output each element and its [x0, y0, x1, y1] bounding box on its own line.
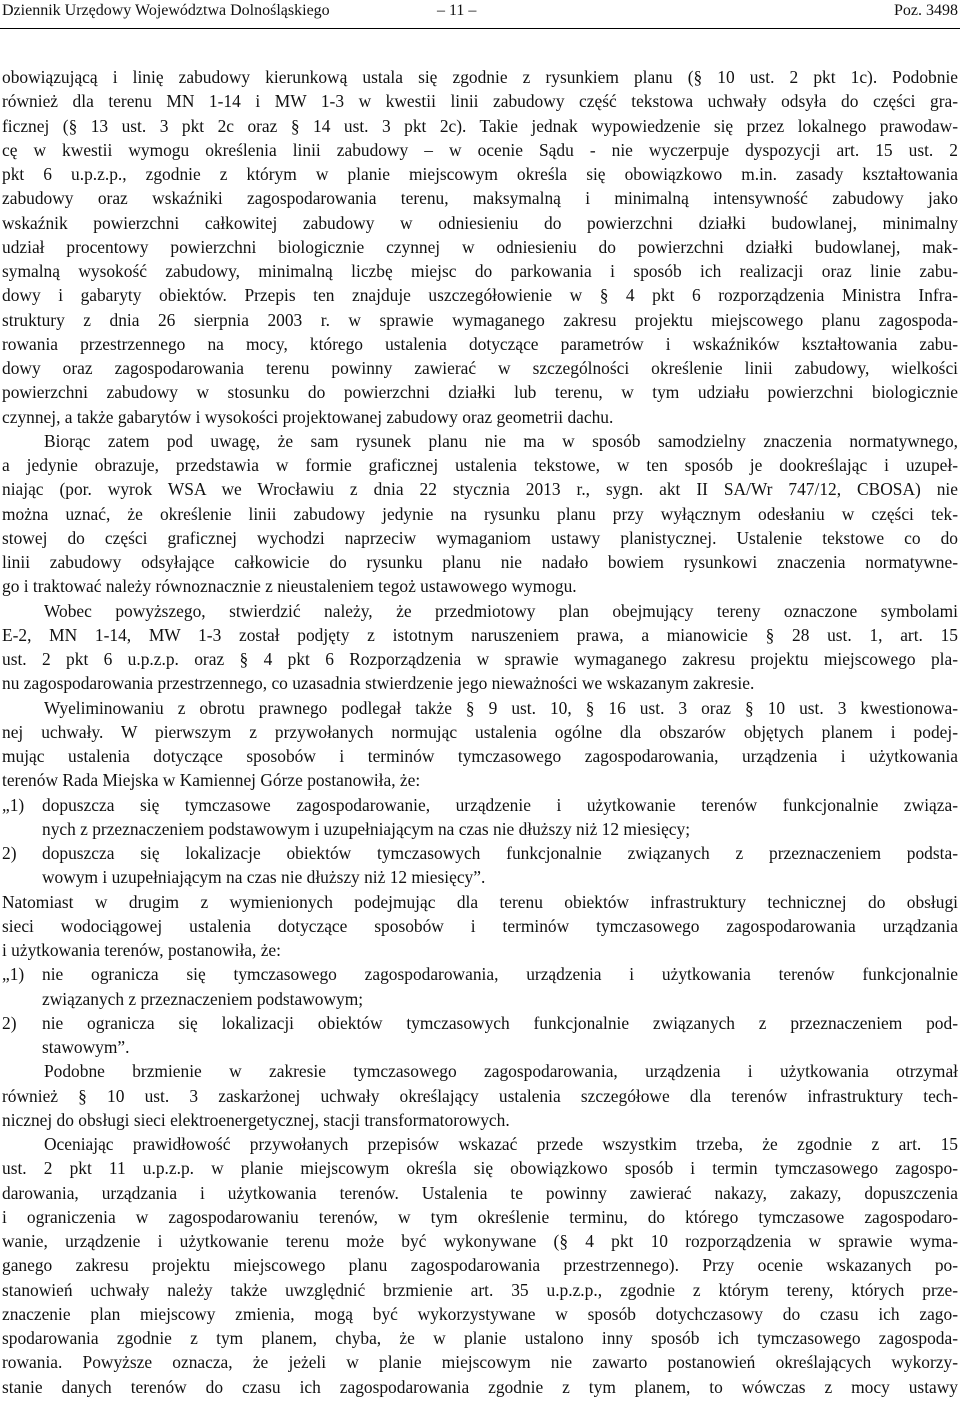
journal-title: Dziennik Urzędowy Województwa Dolnośląskiego — [2, 2, 330, 19]
list-text: nie ogranicza się tymczasowego zagospodarowania, urządzenia i użytkowania terenów funkcjonalnie — [42, 964, 958, 985]
text-line: Oceniając prawidłowość przywołanych przepisów wskazać przede wszystkim trzeba, że zgodnie z art. 15 — [44, 1134, 958, 1154]
text-line: również § 10 ust. 3 zaskarżonej uchwały określający ustalenia szczegółowe dla terenów infrastruktury tech- — [2, 1085, 958, 1106]
text-line: stanowień uchwały należy także uwzględnić brzmienie art. 35 u.p.z.p., zgodnie z którym tereny, których prze- — [2, 1279, 958, 1300]
text-line: Wobec powyższego, stwierdzić należy, że przedmiotowy plan obejmujący tereny oznaczone symbolami — [44, 600, 958, 621]
text-line: ficznej (§ 13 ust. 3 pkt 2c oraz § 14 ust. 3 pkt 2c). Takie jednak wypowiedzenie się przez lokalnego prawodaw- — [2, 115, 958, 136]
text-line: ganego zakresu projektu miejscowego planu zagospodarowania przestrzennego). Przy ocenie wskazanych po- — [2, 1255, 958, 1276]
text-line: stowej do części graficznej wychodzi naprzeciw wymaganiom ustawy planistycznej. Ustalenie tekstowe co do — [2, 527, 958, 548]
text-line: ust. 2 pkt 11 u.p.z.p. w planie miejscowym określa się obowiązkowo sposób i termin tymczasowego zagospo- — [2, 1158, 958, 1179]
text-line: i ograniczenia w zagospodarowaniu terenów, w tym określenie terminu, do którego tymczasowe zagospodaro- — [2, 1206, 958, 1227]
text-line: sieci wodociągowej ustalenia dotyczące sposobów i terminów tymczasowego zagospodarowania urządzania — [2, 915, 958, 936]
text-line: czynnej, a także gabarytów i wysokości projektowanej zabudowy oraz geometrii dachu. — [2, 406, 614, 427]
text-line: Wyeliminowaniu z obrotu prawnego podlegał także § 9 ust. 10, § 16 ust. 3 oraz § 10 ust. 3 kwestionowa- — [44, 697, 958, 718]
text-line: znaczenie plan miejscowy zmienia, mogą być wykorzystywane w sposób dotychczasowy do czasu ich zago- — [2, 1303, 958, 1324]
text-line: terenów Rada Miejska w Kamiennej Górze postanowiła, że: — [2, 770, 421, 791]
text-line: spodarowania zgodnie z tym planem, chyba, że w planie ustalono inny sposób ich tymczasowego zagospoda- — [2, 1328, 958, 1348]
page-header — [0, 0, 960, 29]
list-label: „1) — [2, 794, 25, 815]
position-number: Poz. 3498 — [894, 2, 958, 19]
list-label: 2) — [2, 1012, 17, 1033]
text-line: dowy i gabaryty obiektów. Przepis ten znajduje uszczegółowienie w § 4 pkt 6 rozporządzenia Ministra Infra- — [2, 285, 958, 306]
page-number: – 11 – — [437, 2, 477, 19]
list-label: „1) — [2, 964, 25, 985]
text-line: i użytkowania terenów, postanowiła, że: — [2, 940, 281, 960]
text-line: rowania. Powyższe oznacza, że jeżeli w planie miejscowym nie zawarto postanowień określających wykorzy- — [2, 1352, 958, 1373]
list-item — [2, 841, 958, 865]
text-line: wskaźnik powierzchni całkowitej zabudowy w odniesieniu do powierzchni działki budowlanej, minimalny — [2, 212, 958, 233]
list-label: 2) — [2, 843, 17, 863]
list-text: dopuszcza się tymczasowe zagospodarowanie, urządzenie i użytkowanie terenów funkcjonalnie związa- — [42, 794, 958, 815]
text-line: można uznać, że określenie linii zabudowy jedynie na rysunku planu przy wyłącznym odesłaniu w części tek- — [2, 503, 958, 524]
text-line: Biorąc zatem pod uwagę, że sam rysunek planu nie ma w sposób samodzielny znaczenia normatywnego, — [44, 430, 958, 451]
list-text: dopuszcza się lokalizacje obiektów tymczasowych funkcjonalnie związanych z przeznaczeniem podsta- — [42, 843, 958, 863]
text-line: struktury z dnia 26 sierpnia 2003 r. w sprawie wymaganego zakresu projektu miejscowego planu zagospoda- — [2, 309, 958, 330]
text-line: E-2, MN 1-14, MW 1-3 został podjęty z istotnym naruszeniem prawa, a mianowicie § 28 ust. 1, art. 15 — [2, 624, 958, 645]
text-line: linii zabudowy odsyłające całkowicie do rysunku planu nie nadało bowiem rysunkowi znaczenia normatywne- — [2, 552, 958, 572]
list-item — [2, 1011, 958, 1035]
text-line: mując ustalenia dotyczące sposobów i terminów tymczasowego zagospodarowania, urządzenia i użytkowania — [2, 746, 958, 766]
text-line: nu zagospodarowania przestrzennego, co uzasadnia stwierdzenie jego nieważności we wskazanym zakresie. — [2, 673, 755, 694]
text-line: darowania, urządzania i użytkowania terenów. Ustalenia te powinny zawierać nakazy, zakazy, dopuszczenia — [2, 1182, 958, 1203]
text-line: symalną wysokość zabudowy, minimalną liczbę miejsc do parkowania i sposób ich realizacji oraz linie zabu- — [2, 261, 958, 281]
list-item — [2, 962, 958, 986]
text-line: nej uchwały. W pierwszym z przywołanych normując ustalenia ogólne dla obszarów objętych planem i podej- — [2, 721, 958, 742]
text-line: nych z przeznaczeniem podstawowym i uzupełniającym na czas nie dłuższy niż 12 miesięcy; — [42, 818, 691, 839]
text-line: nicznej do obsługi sieci elektroenergetycznej, stacji transformatorowych. — [2, 1109, 510, 1130]
document-body — [2, 65, 958, 1399]
text-line: wowym i uzupełniającym na czas nie dłuższy niż 12 miesięcy”. — [42, 867, 486, 888]
text-line: zabudowy oraz wskaźniki zagospodarowania terenu, maksymalną i minimalną intensywność zabudowy jako — [2, 188, 958, 209]
text-line: powierzchni zabudowy w stosunku do powierzchni działki lub terenu, w tym udziału powierzchni biologicznie — [2, 382, 958, 403]
text-line: cę w kwestii wymogu określenia linii zabudowy – w ocenie Sądu - nie wyczerpuje dyspozycji art. 15 ust. 2 — [2, 139, 958, 160]
text-line: niając (por. wyrok WSA we Wrocławiu z dnia 22 stycznia 2013 r., sygn. akt II SA/Wr 747/12, CBOSA) nie — [2, 479, 958, 500]
list-text: nie ogranicza się lokalizacji obiektów tymczasowych funkcjonalnie związanych z przeznaczeniem pod- — [42, 1012, 958, 1033]
text-line: związanych z przeznaczeniem podstawowym; — [42, 988, 364, 1009]
text-line: udział procentowy powierzchni biologicznie czynnej w odniesieniu do powierzchni działki budowlanej, mak- — [2, 236, 958, 257]
text-line: dowy oraz zagospodarowania terenu powinny zawierać w szczególności określenie linii zabudowy, wielkości — [2, 358, 958, 378]
text-line: stanie danych terenów do czasu ich zagospodarowania zgodnie z tym planem, to wówczas z mocy ustawy — [2, 1376, 958, 1397]
text-line: pkt 6 u.p.z.p., zgodnie z którym w planie miejscowym określa się obowiązkowo m.in. zasady kształtowania — [2, 164, 958, 184]
text-line: rowania przestrzennego na mocy, którego ustalenia dotyczące parametrów i wskaźników kształtowania zabu- — [2, 333, 958, 354]
text-line: stawowym”. — [42, 1037, 130, 1057]
text-line: Natomiast w drugim z wymienionych podejmując dla terenu obiektów infrastruktury technicznej do obsługi — [2, 891, 958, 912]
list-item — [2, 793, 958, 817]
text-line: a jedynie obrazuje, przedstawia w formie graficznej ustalenia tekstowe, w ten sposób je dookreślając i uzupeł- — [2, 455, 958, 475]
text-line: go i traktować należy równoznacznie z nieustaleniem tegoż ustawowego wymogu. — [2, 576, 577, 597]
text-line: obowiązującą i linię zabudowy kierunkową ustala się zgodnie z rysunkiem planu (§ 10 ust. 2 pkt 1c). Podobnie — [2, 67, 958, 87]
text-line: również dla terenu MN 1-14 i MW 1-3 w kwestii linii zabudowy część tekstowa uchwały odsyła do części gra- — [2, 91, 958, 112]
text-line: Podobne brzmienie w zakresie tymczasowego zagospodarowania, urządzenia i użytkowania otrzymał — [44, 1061, 958, 1082]
text-line: wanie, urządzenie i użytkowanie terenu może być wykonywane (§ 4 pkt 10 rozporządzenia w sprawie wyma- — [2, 1231, 958, 1251]
text-line: ust. 2 pkt 6 u.p.z.p. oraz § 4 pkt 6 Rozporządzenia w sprawie wymaganego zakresu projektu miejscowego pla- — [2, 649, 958, 669]
